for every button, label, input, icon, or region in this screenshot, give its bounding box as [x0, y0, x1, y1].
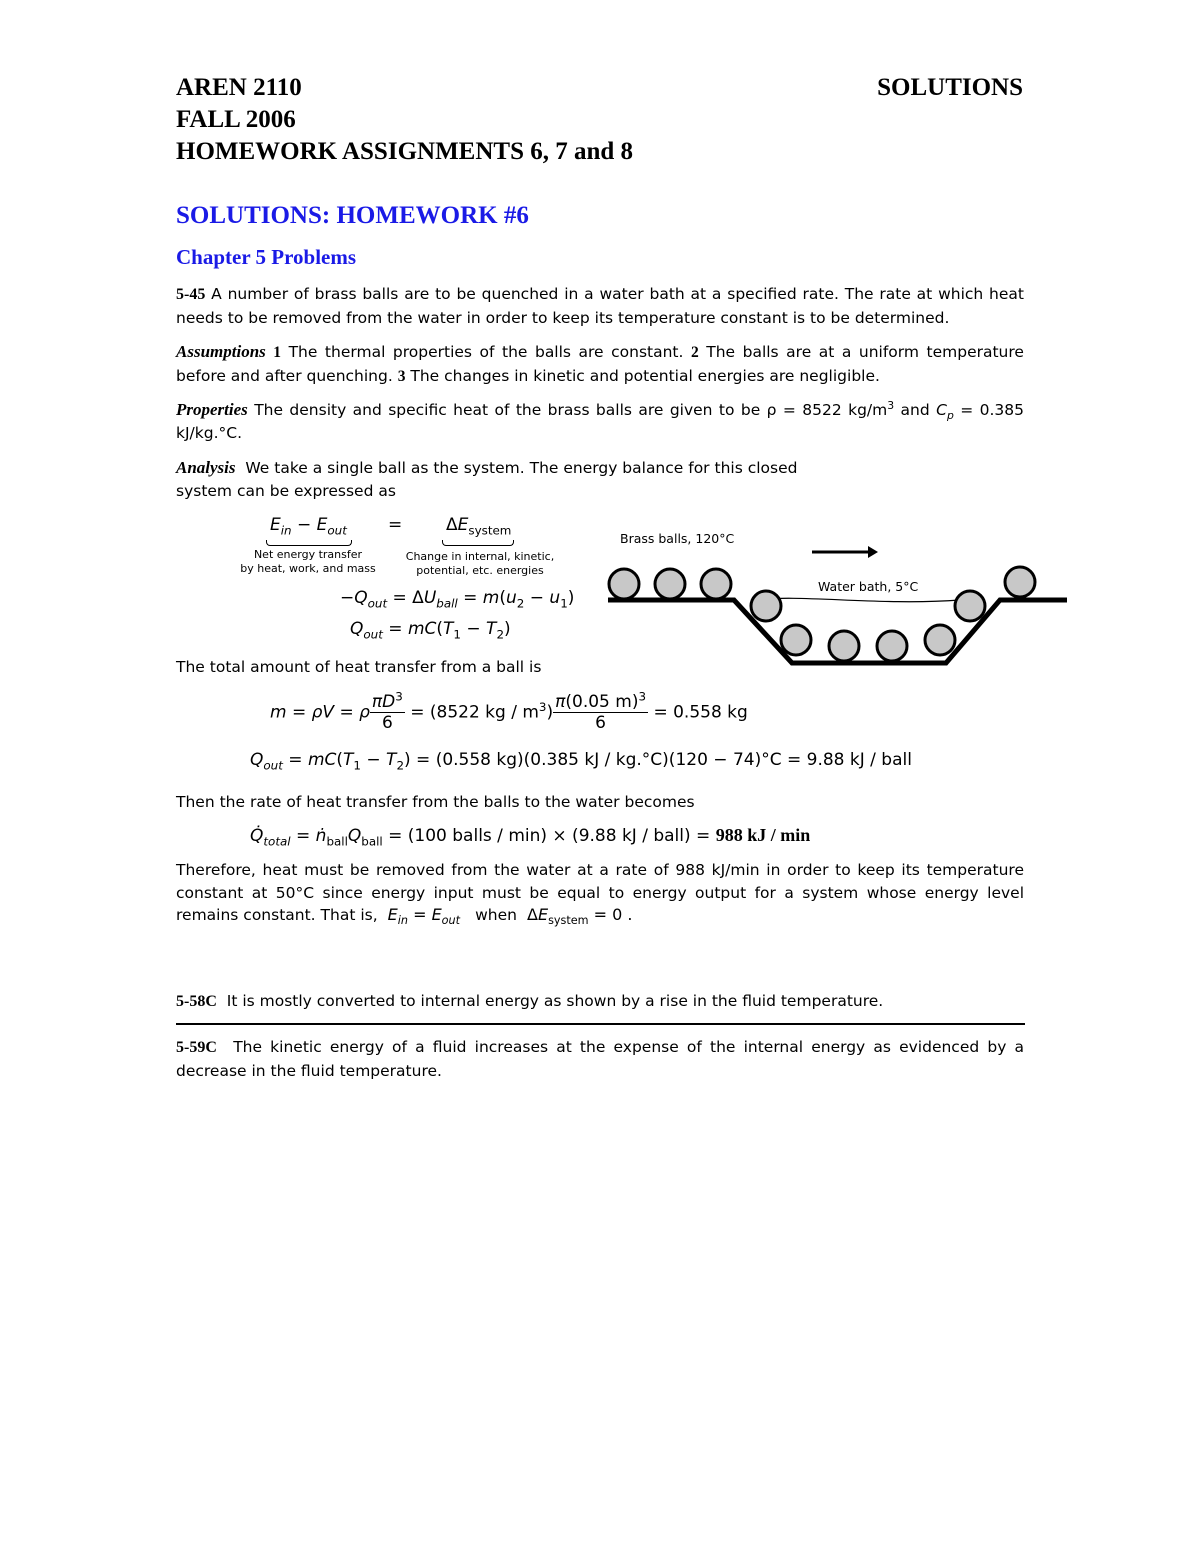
rate-text: Then the rate of heat transfer from the balls to the water becomes [176, 793, 695, 811]
equals-sign: = [388, 515, 403, 535]
term: FALL 2006 [176, 106, 296, 133]
q-out-numeric-equation: $Q_{out} = mC(T_1 - T_2) = (0.558$ kg)(0.385 kJ / kg.°C)(120 − 74)°C = 9.88 kJ / ball [250, 750, 912, 773]
brass-balls-label: Brass balls, 120°C [620, 531, 735, 546]
ball-8 [925, 625, 955, 655]
properties-paragraph: Properties The density and specific heat of the brass balls are given to be ρ = 8522 $kg/m^3$ and $C_p = 0.385$ kJ/kg.°C. [176, 398, 1025, 442]
rate-equation: $Q̇_{total}$ = $ṅ_{ball}Q_{ball} = (100$ balls / min) × (9.88 kJ / ball) = 988 kJ / min [250, 825, 811, 849]
brace-left [266, 540, 352, 546]
equation-q-out-2: $Q_{out} = mC(T_1 - T_2)$ [350, 619, 511, 642]
brace-left-caption: Net energy transfer by heat, work, and mass [240, 548, 376, 575]
energy-balance-rhs: $\Delta E_{system}$ [446, 515, 512, 538]
ball-4 [751, 591, 781, 621]
equation-q-out-1: $-Q_{out} = \Delta U_{ball} = m(u_2 - u_1)$ [340, 588, 575, 611]
assumptions-paragraph: Assumptions 1 The thermal properties of the balls are constant. 2 The balls are at a uniform temperature before and after quenching. 3 The changes in kinetic and potential energies are negligible. [176, 342, 1024, 385]
ball-5 [781, 625, 811, 655]
rate-result: 988 kJ / min [715, 825, 811, 845]
divider [176, 1023, 1025, 1025]
chapter-title: Chapter 5 Problems [176, 245, 357, 269]
problem-5-45-statement: 5-45 A number of brass balls are to be quenched in a water bath at a specified rate. The rate at which heat needs to be removed from the water in order to keep its temperature constant is to be determined. [176, 285, 1024, 327]
course-code: AREN 2110 [176, 74, 302, 101]
conclusion-paragraph: Therefore, heat must be removed from the water at a rate of 988 kJ/min in order to keep its temperature constant at 50°C since energy input must be equal to energy output for a system whose energy level remains constant. That is, $E_{in} = E_{out}$ when $\Delta E_{system} = 0$ . [176, 861, 1024, 928]
solutions-label: SOLUTIONS [877, 74, 1023, 101]
problem-5-58c: 5-58C It is mostly converted to internal energy as shown by a rise in the fluid temperature. [176, 992, 884, 1010]
energy-balance-lhs: $E_{in} - E_{out}$ [270, 515, 347, 538]
ball-2 [655, 569, 685, 599]
brace-right-caption: Change in internal, kinetic, potential, etc. energies [405, 550, 555, 577]
total-heat-text: The total amount of heat transfer from a ball is [176, 658, 542, 676]
water-bath-label: Water bath, 5°C [818, 579, 919, 594]
ball-1 [609, 569, 639, 599]
ball-10 [1005, 567, 1035, 597]
ball-9 [955, 591, 985, 621]
problem-5-59c: 5-59C The kinetic energy of a fluid increases at the expense of the internal energy as evidenced by a decrease in the fluid temperature. [176, 1038, 1025, 1080]
section-title: SOLUTIONS: HOMEWORK #6 [176, 202, 529, 229]
brace-right [442, 540, 514, 546]
analysis-paragraph: Analysis We take a single ball as the system. The energy balance for this closed system can be expressed as [176, 458, 798, 500]
ball-3 [701, 569, 731, 599]
mass-equation: m = ρV = ρ $\frac{\pi D^3}{6}$ = (8522 kg / $m^3$) $\frac{\pi(0.05 m)^3}{6}$ = 0.558 kg [270, 689, 748, 733]
assignments-title: HOMEWORK ASSIGNMENTS 6, 7 and 8 [176, 138, 634, 165]
